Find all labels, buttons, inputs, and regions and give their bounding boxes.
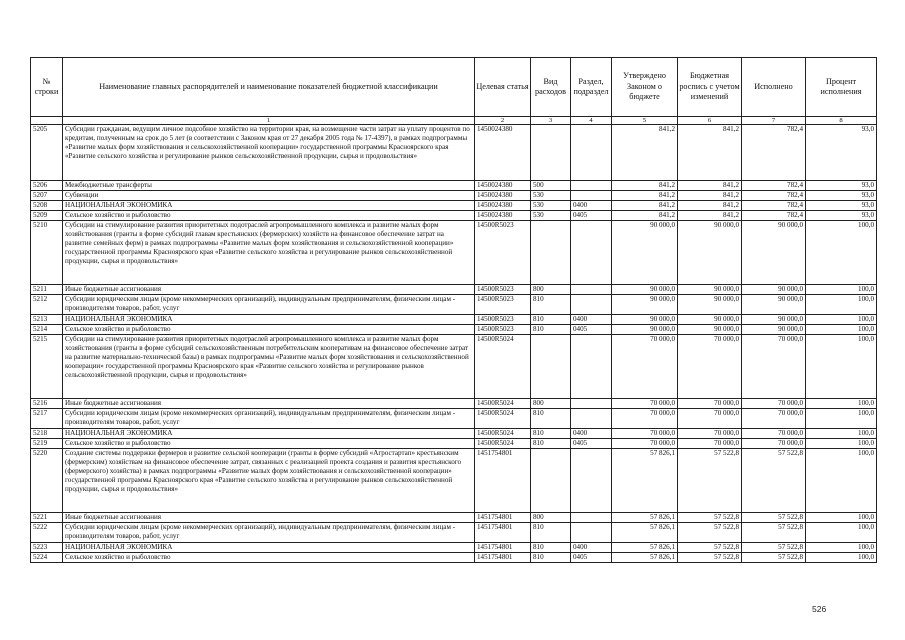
cell-expense-type: 810 [531, 553, 571, 563]
cell-percent: 100,0 [806, 449, 877, 513]
cell-name: Сельское хозяйство и рыболовство [63, 325, 475, 335]
table-row [31, 513, 877, 523]
cell-executed: 782,4 [742, 181, 806, 191]
cell-expense-type: 810 [531, 523, 571, 543]
cell-target-article: 1450024380 [475, 125, 531, 181]
cell-budget-roster: 57 522,8 [678, 543, 742, 553]
cell-expense-type: 800 [531, 513, 571, 523]
cell-approved: 70 000,0 [612, 399, 678, 409]
cell-budget-roster: 57 522,8 [678, 513, 742, 523]
cell-row-number: 5220 [31, 449, 63, 513]
cell-budget-roster: 57 522,8 [678, 523, 742, 543]
cell-section [571, 221, 612, 285]
cell-expense-type: 810 [531, 429, 571, 439]
cell-section: 0405 [571, 439, 612, 449]
cell-section: 0400 [571, 429, 612, 439]
cell-percent: 100,0 [806, 429, 877, 439]
table-row [31, 335, 877, 399]
column-number [31, 117, 63, 125]
cell-budget-roster: 70 000,0 [678, 439, 742, 449]
cell-expense-type: 530 [531, 211, 571, 221]
column-number: 5 [612, 117, 678, 125]
cell-executed: 90 000,0 [742, 325, 806, 335]
cell-approved: 90 000,0 [612, 221, 678, 285]
table-row [31, 439, 877, 449]
cell-budget-roster: 57 522,8 [678, 449, 742, 513]
header-approved: Утверждено Законом о бюджете [612, 58, 678, 117]
budget-table-container [30, 57, 876, 563]
cell-row-number: 5209 [31, 211, 63, 221]
cell-expense-type: 810 [531, 315, 571, 325]
cell-approved: 70 000,0 [612, 429, 678, 439]
cell-target-article: 14500R5024 [475, 439, 531, 449]
cell-section: 0400 [571, 201, 612, 211]
cell-expense-type: 810 [531, 295, 571, 315]
cell-approved: 841,2 [612, 211, 678, 221]
cell-section: 0400 [571, 315, 612, 325]
table-header-row [31, 58, 877, 117]
table-row [31, 295, 877, 315]
cell-approved: 70 000,0 [612, 335, 678, 399]
cell-target-article: 14500R5024 [475, 409, 531, 429]
cell-executed: 57 522,8 [742, 523, 806, 543]
cell-budget-roster: 841,2 [678, 181, 742, 191]
cell-name: Сельское хозяйство и рыболовство [63, 211, 475, 221]
cell-target-article: 1450024380 [475, 191, 531, 201]
cell-target-article: 14500R5023 [475, 285, 531, 295]
table-row [31, 125, 877, 181]
column-number: 4 [571, 117, 612, 125]
table-row [31, 191, 877, 201]
column-number-row [31, 117, 877, 125]
cell-expense-type: 530 [531, 201, 571, 211]
table-row [31, 399, 877, 409]
column-number: 7 [742, 117, 806, 125]
column-number: 6 [678, 117, 742, 125]
cell-name: Субсидии юридическим лицам (кроме некоммерческих организаций), индивидуальным предпринимателям, физическим лицам - производителям товаров, работ, услуг [63, 409, 475, 429]
cell-executed: 57 522,8 [742, 553, 806, 563]
header-section: Раздел, подраздел [571, 58, 612, 117]
cell-row-number: 5211 [31, 285, 63, 295]
cell-executed: 70 000,0 [742, 439, 806, 449]
cell-budget-roster: 90 000,0 [678, 315, 742, 325]
cell-section [571, 285, 612, 295]
cell-expense-type: 810 [531, 439, 571, 449]
cell-approved: 841,2 [612, 191, 678, 201]
cell-name: Сельское хозяйство и рыболовство [63, 439, 475, 449]
cell-section: 0405 [571, 553, 612, 563]
cell-percent: 100,0 [806, 543, 877, 553]
cell-row-number: 5212 [31, 295, 63, 315]
cell-expense-type: 800 [531, 285, 571, 295]
cell-executed: 90 000,0 [742, 295, 806, 315]
cell-name: НАЦИОНАЛЬНАЯ ЭКОНОМИКА [63, 543, 475, 553]
cell-budget-roster: 90 000,0 [678, 295, 742, 315]
cell-expense-type: 500 [531, 181, 571, 191]
cell-percent: 93,0 [806, 181, 877, 191]
cell-percent: 100,0 [806, 221, 877, 285]
cell-executed: 70 000,0 [742, 429, 806, 439]
cell-expense-type [531, 449, 571, 513]
cell-executed: 782,4 [742, 191, 806, 201]
cell-name: Субсидии на стимулирование развития приоритетных подотраслей агропромышленного комплекса и развитие малых форм хозяйствования (гранты в форме субсидий главам крестьянских (фермерских) хозяйств на финансовое обеспечение затрат на развитие семейных ферм) в рамках подпрограммы «Развитие малых форм хозяйствования и сельскохозяйственной кооперации» государственной программы Красноярского края «Развитие сельского хозяйства и регулирование рынков сельскохозяйственной продукции, сырья и продовольствия» [63, 221, 475, 285]
table-row [31, 211, 877, 221]
cell-budget-roster: 70 000,0 [678, 429, 742, 439]
cell-target-article: 14500R5023 [475, 221, 531, 285]
cell-percent: 93,0 [806, 211, 877, 221]
table-row [31, 449, 877, 513]
page-number: 526 [812, 604, 827, 614]
cell-executed: 782,4 [742, 211, 806, 221]
cell-executed: 70 000,0 [742, 399, 806, 409]
cell-percent: 100,0 [806, 523, 877, 543]
cell-expense-type: 810 [531, 325, 571, 335]
cell-percent: 100,0 [806, 409, 877, 429]
cell-expense-type: 800 [531, 399, 571, 409]
cell-row-number: 5216 [31, 399, 63, 409]
cell-expense-type [531, 335, 571, 399]
cell-section [571, 409, 612, 429]
cell-target-article: 14500R5023 [475, 295, 531, 315]
cell-executed: 90 000,0 [742, 221, 806, 285]
cell-expense-type [531, 221, 571, 285]
cell-approved: 90 000,0 [612, 325, 678, 335]
cell-section [571, 399, 612, 409]
cell-target-article: 1450024380 [475, 211, 531, 221]
cell-approved: 70 000,0 [612, 409, 678, 429]
cell-target-article: 1451754801 [475, 523, 531, 543]
cell-percent: 93,0 [806, 125, 877, 181]
table-row [31, 553, 877, 563]
cell-budget-roster: 90 000,0 [678, 221, 742, 285]
cell-executed: 70 000,0 [742, 335, 806, 399]
column-number: 3 [531, 117, 571, 125]
column-number: 2 [475, 117, 531, 125]
cell-executed: 57 522,8 [742, 513, 806, 523]
cell-executed: 90 000,0 [742, 315, 806, 325]
header-percent: Процент исполнения [806, 58, 877, 117]
column-number: 1 [63, 117, 475, 125]
cell-expense-type: 530 [531, 191, 571, 201]
cell-expense-type: 810 [531, 543, 571, 553]
cell-budget-roster: 70 000,0 [678, 335, 742, 399]
cell-name: Субсидии гражданам, ведущим личное подсобное хозяйство на территории края, на возмещение части затрат на уплату процентов по кредитам, полученным на срок до 5 лет (в соответствии с Законом края от 27 декабря 2005 года № 17-4397), в рамках подпрограммы «Развитие малых форм хозяйствования и сельскохозяйственной кооперации» государственной программы Красноярского края «Развитие сельского хозяйства и регулирование рынков сельскохозяйственной продукции, сырья и продовольствия» [63, 125, 475, 181]
cell-executed: 90 000,0 [742, 285, 806, 295]
cell-name: Субсидии на стимулирование развития приоритетных подотраслей агропромышленного комплекса и развитие малых форм хозяйствования (гранты в форме субсидий сельскохозяйственным потребительским кооперативам на финансовое обеспечение затрат на развитие материально-технической базы) в рамках подпрограммы «Развитие малых форм хозяйствования и сельскохозяйственной кооперации» государственной программы Красноярского края «Развитие сельского хозяйства и регулирование рынков сельскохозяйственной продукции, сырья и продовольствия» [63, 335, 475, 399]
header-executed: Исполнено [742, 58, 806, 117]
cell-row-number: 5215 [31, 335, 63, 399]
cell-percent: 100,0 [806, 315, 877, 325]
header-target-article: Целевая статья [475, 58, 531, 117]
header-row-number: № строки [31, 58, 63, 117]
cell-approved: 57 826,1 [612, 513, 678, 523]
cell-section [571, 335, 612, 399]
cell-percent: 93,0 [806, 191, 877, 201]
cell-approved: 90 000,0 [612, 295, 678, 315]
cell-name: НАЦИОНАЛЬНАЯ ЭКОНОМИКА [63, 315, 475, 325]
cell-section [571, 181, 612, 191]
cell-executed: 782,4 [742, 201, 806, 211]
cell-approved: 841,2 [612, 201, 678, 211]
cell-budget-roster: 841,2 [678, 201, 742, 211]
cell-expense-type [531, 125, 571, 181]
table-body [31, 125, 877, 563]
cell-row-number: 5224 [31, 553, 63, 563]
cell-row-number: 5217 [31, 409, 63, 429]
cell-budget-roster: 841,2 [678, 125, 742, 181]
cell-section: 0400 [571, 543, 612, 553]
cell-target-article: 1451754801 [475, 513, 531, 523]
cell-row-number: 5218 [31, 429, 63, 439]
cell-row-number: 5208 [31, 201, 63, 211]
table-row [31, 325, 877, 335]
cell-executed: 57 522,8 [742, 449, 806, 513]
cell-section [571, 125, 612, 181]
cell-approved: 90 000,0 [612, 285, 678, 295]
table-row [31, 429, 877, 439]
cell-target-article: 1450024380 [475, 201, 531, 211]
cell-target-article: 14500R5024 [475, 399, 531, 409]
cell-approved: 57 826,1 [612, 523, 678, 543]
column-number: 8 [806, 117, 877, 125]
cell-section [571, 523, 612, 543]
cell-name: Иные бюджетные ассигнования [63, 513, 475, 523]
cell-target-article: 1451754801 [475, 543, 531, 553]
cell-percent: 100,0 [806, 439, 877, 449]
cell-row-number: 5222 [31, 523, 63, 543]
cell-percent: 100,0 [806, 399, 877, 409]
cell-approved: 57 826,1 [612, 449, 678, 513]
cell-row-number: 5221 [31, 513, 63, 523]
cell-approved: 70 000,0 [612, 439, 678, 449]
cell-approved: 57 826,1 [612, 543, 678, 553]
cell-percent: 100,0 [806, 325, 877, 335]
cell-percent: 100,0 [806, 295, 877, 315]
cell-approved: 57 826,1 [612, 553, 678, 563]
table-row [31, 523, 877, 543]
cell-budget-roster: 70 000,0 [678, 399, 742, 409]
cell-section [571, 295, 612, 315]
cell-name: Межбюджетные трансферты [63, 181, 475, 191]
cell-name: Создание системы поддержки фермеров и развитие сельской кооперации (гранты в форме субсидий «Агростартап» крестьянским (фермерским) хозяйствам на финансовое обеспечение затрат, связанных с реализацией проекта создания и развития крестьянского (фермерского) хозяйства) в рамках подпрограммы «Развитие малых форм хозяйствования и сельскохозяйственной кооперации» государственной программы Красноярского края «Развитие сельского хозяйства и регулирование рынков сельскохозяйственной продукции, сырья и продовольствия» [63, 449, 475, 513]
cell-expense-type: 810 [531, 409, 571, 429]
cell-approved: 841,2 [612, 125, 678, 181]
cell-name: Субвенции [63, 191, 475, 201]
cell-target-article: 14500R5024 [475, 335, 531, 399]
header-budget-roster: Бюджетная роспись с учетом изменений [678, 58, 742, 117]
cell-budget-roster: 90 000,0 [678, 325, 742, 335]
cell-budget-roster: 90 000,0 [678, 285, 742, 295]
cell-budget-roster: 841,2 [678, 191, 742, 201]
cell-row-number: 5205 [31, 125, 63, 181]
cell-name: Субсидии юридическим лицам (кроме некоммерческих организаций), индивидуальным предпринимателям, физическим лицам - производителям товаров, работ, услуг [63, 295, 475, 315]
cell-row-number: 5210 [31, 221, 63, 285]
table-row [31, 221, 877, 285]
cell-target-article: 1450024380 [475, 181, 531, 191]
cell-row-number: 5213 [31, 315, 63, 325]
cell-name: Сельское хозяйство и рыболовство [63, 553, 475, 563]
cell-budget-roster: 841,2 [678, 211, 742, 221]
cell-target-article: 14500R5023 [475, 325, 531, 335]
cell-budget-roster: 57 522,8 [678, 553, 742, 563]
header-name: Наименование главных распорядителей и наименование показателей бюджетной классификации [63, 58, 475, 117]
cell-section [571, 513, 612, 523]
cell-target-article: 1451754801 [475, 553, 531, 563]
table-row [31, 285, 877, 295]
cell-executed: 57 522,8 [742, 543, 806, 553]
cell-percent: 100,0 [806, 513, 877, 523]
table-row [31, 181, 877, 191]
table-row [31, 409, 877, 429]
table-row [31, 543, 877, 553]
cell-row-number: 5219 [31, 439, 63, 449]
cell-percent: 100,0 [806, 553, 877, 563]
cell-percent: 100,0 [806, 335, 877, 399]
header-expense-type: Вид расходов [531, 58, 571, 117]
cell-row-number: 5206 [31, 181, 63, 191]
cell-target-article: 14500R5024 [475, 429, 531, 439]
cell-section: 0405 [571, 211, 612, 221]
table-row [31, 201, 877, 211]
cell-executed: 782,4 [742, 125, 806, 181]
cell-name: Субсидии юридическим лицам (кроме некоммерческих организаций), индивидуальным предпринимателям, физическим лицам - производителям товаров, работ, услуг [63, 523, 475, 543]
cell-name: Иные бюджетные ассигнования [63, 399, 475, 409]
cell-row-number: 5214 [31, 325, 63, 335]
cell-section [571, 449, 612, 513]
cell-name: Иные бюджетные ассигнования [63, 285, 475, 295]
cell-percent: 100,0 [806, 285, 877, 295]
cell-approved: 841,2 [612, 181, 678, 191]
cell-approved: 90 000,0 [612, 315, 678, 325]
cell-percent: 93,0 [806, 201, 877, 211]
cell-section [571, 191, 612, 201]
cell-row-number: 5207 [31, 191, 63, 201]
budget-execution-table [30, 57, 877, 563]
cell-target-article: 1451754801 [475, 449, 531, 513]
cell-name: НАЦИОНАЛЬНАЯ ЭКОНОМИКА [63, 429, 475, 439]
cell-target-article: 14500R5023 [475, 315, 531, 325]
cell-row-number: 5223 [31, 543, 63, 553]
cell-name: НАЦИОНАЛЬНАЯ ЭКОНОМИКА [63, 201, 475, 211]
cell-budget-roster: 70 000,0 [678, 409, 742, 429]
table-row [31, 315, 877, 325]
cell-executed: 70 000,0 [742, 409, 806, 429]
cell-section: 0405 [571, 325, 612, 335]
